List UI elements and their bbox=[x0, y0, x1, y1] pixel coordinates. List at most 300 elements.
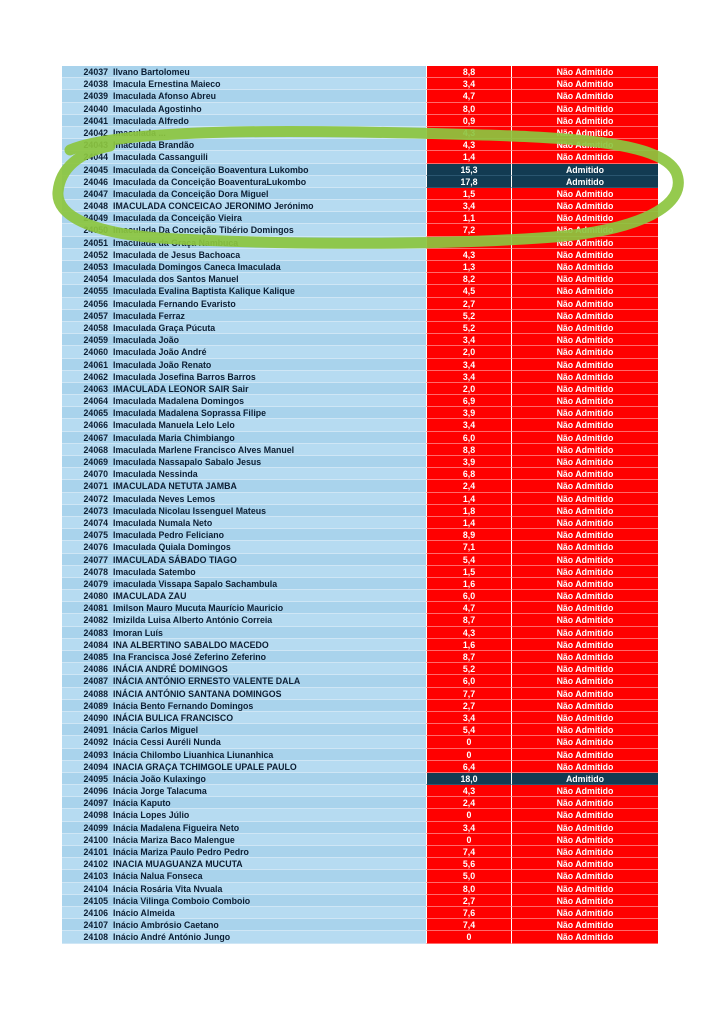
score-cell: 6,8 bbox=[426, 468, 511, 480]
status-cell: Não Admitido bbox=[511, 200, 658, 212]
candidate-id: 24046 bbox=[83, 176, 108, 187]
table-row bbox=[62, 200, 658, 212]
table-row bbox=[62, 493, 658, 505]
table-row bbox=[62, 334, 658, 346]
score-cell: 2,7 bbox=[426, 298, 511, 310]
table-row bbox=[62, 822, 658, 834]
status-cell: Não Admitido bbox=[511, 663, 658, 675]
table-row bbox=[62, 712, 658, 724]
status-cell: Não Admitido bbox=[511, 627, 658, 639]
table-row bbox=[62, 310, 658, 322]
candidate-name: Imaculada ... bbox=[113, 127, 166, 138]
candidate-id: 24099 bbox=[83, 822, 108, 833]
candidate-name: Imaculada Ferraz bbox=[113, 310, 185, 321]
candidate-id: 24041 bbox=[83, 115, 108, 126]
candidate-name: Inácia Madalena Figueira Neto bbox=[113, 822, 240, 833]
table-row bbox=[62, 541, 658, 553]
candidate-id: 24047 bbox=[83, 188, 108, 199]
score-cell: 8,2 bbox=[426, 273, 511, 285]
score-cell: 5,4 bbox=[426, 724, 511, 736]
candidate-id: 24087 bbox=[83, 676, 108, 687]
candidate-id: 24061 bbox=[83, 359, 108, 370]
candidate-cell bbox=[62, 761, 426, 773]
candidate-cell bbox=[62, 749, 426, 761]
score-cell bbox=[426, 237, 511, 249]
table-row bbox=[62, 407, 658, 419]
candidate-cell bbox=[62, 602, 426, 614]
score-cell: 3,4 bbox=[426, 200, 511, 212]
candidate-name: Imaculada da Conceição Dora Miguel bbox=[113, 188, 269, 199]
candidate-id: 24077 bbox=[83, 554, 108, 565]
candidate-cell bbox=[62, 858, 426, 870]
status-cell: Não Admitido bbox=[511, 359, 658, 371]
score-cell: 0 bbox=[426, 931, 511, 943]
table-row bbox=[62, 919, 658, 931]
status-cell: Não Admitido bbox=[511, 334, 658, 346]
candidate-cell bbox=[62, 883, 426, 895]
status-cell: Admitido bbox=[511, 164, 658, 176]
candidate-cell bbox=[62, 712, 426, 724]
score-cell: 7,7 bbox=[426, 688, 511, 700]
status-cell: Não Admitido bbox=[511, 322, 658, 334]
candidate-cell bbox=[62, 383, 426, 395]
table-row bbox=[62, 90, 658, 102]
score-cell: 8,9 bbox=[426, 529, 511, 541]
score-cell: 3,9 bbox=[426, 456, 511, 468]
candidate-id: 24048 bbox=[83, 201, 108, 212]
candidate-name: Imoran Luís bbox=[113, 627, 163, 638]
table-row bbox=[62, 907, 658, 919]
status-cell: Não Admitido bbox=[511, 712, 658, 724]
table-row bbox=[62, 627, 658, 639]
candidate-name: INACIA GRAÇA TCHIMGOLE UPALE PAULO bbox=[113, 761, 297, 772]
candidate-name: Inácio Ambrósio Caetano bbox=[113, 920, 219, 931]
table-row bbox=[62, 578, 658, 590]
candidate-name: Imizilda Luisa Alberto António Correia bbox=[113, 615, 273, 626]
candidate-name: Inácia Bento Fernando Domingos bbox=[113, 700, 254, 711]
candidate-id: 24068 bbox=[83, 444, 108, 455]
candidate-id: 24060 bbox=[83, 347, 108, 358]
candidate-id: 24102 bbox=[83, 859, 108, 870]
table-row bbox=[62, 736, 658, 748]
candidate-cell bbox=[62, 334, 426, 346]
score-cell: 4,3 bbox=[426, 627, 511, 639]
status-cell: Não Admitido bbox=[511, 90, 658, 102]
candidate-id: 24057 bbox=[83, 310, 108, 321]
score-cell: 1,5 bbox=[426, 188, 511, 200]
candidate-id: 24064 bbox=[83, 396, 108, 407]
score-cell: 1,6 bbox=[426, 578, 511, 590]
candidate-id: 24106 bbox=[83, 907, 108, 918]
status-cell: Não Admitido bbox=[511, 688, 658, 700]
score-cell: 1,4 bbox=[426, 151, 511, 163]
candidate-cell bbox=[62, 529, 426, 541]
status-cell: Não Admitido bbox=[511, 846, 658, 858]
status-cell: Não Admitido bbox=[511, 761, 658, 773]
table-row bbox=[62, 468, 658, 480]
candidate-id: 24105 bbox=[83, 895, 108, 906]
score-cell: 3,4 bbox=[426, 334, 511, 346]
score-cell: 4,3 bbox=[426, 139, 511, 151]
candidate-id: 24108 bbox=[83, 932, 108, 943]
table-row bbox=[62, 809, 658, 821]
candidate-name: Imaculada dos Santos Manuel bbox=[113, 274, 239, 285]
score-cell: 18,0 bbox=[426, 773, 511, 785]
candidate-cell bbox=[62, 261, 426, 273]
candidate-name: Imacula Ernestina Maieco bbox=[113, 79, 221, 90]
table-row bbox=[62, 298, 658, 310]
candidate-cell bbox=[62, 249, 426, 261]
candidate-name: Imaculada da Graça Nambuca bbox=[113, 237, 239, 248]
table-row bbox=[62, 176, 658, 188]
status-cell: Não Admitido bbox=[511, 919, 658, 931]
candidate-name: Inácia Mariza Baco Malengue bbox=[113, 834, 235, 845]
status-cell: Não Admitido bbox=[511, 822, 658, 834]
candidate-cell bbox=[62, 310, 426, 322]
candidate-name: IMACULADA SÁBADO TIAGO bbox=[113, 554, 237, 565]
candidate-name: imaculada Vissapa Sapalo Sachambula bbox=[113, 578, 278, 589]
candidate-cell bbox=[62, 590, 426, 602]
score-cell: 7,6 bbox=[426, 907, 511, 919]
status-cell: Não Admitido bbox=[511, 139, 658, 151]
candidate-name: Imaculada Fernando Evaristo bbox=[113, 298, 236, 309]
candidate-name: Imaculada Nassapalo Sabalo Jesus bbox=[113, 457, 262, 467]
candidate-name: Imaculada Cassanguili bbox=[113, 152, 208, 163]
table-row bbox=[62, 151, 658, 163]
score-cell: 1,3 bbox=[426, 261, 511, 273]
candidate-cell bbox=[62, 797, 426, 809]
candidate-name: Imaculada Numala Neto bbox=[113, 517, 213, 528]
status-cell: Não Admitido bbox=[511, 517, 658, 529]
candidate-id: 24088 bbox=[83, 688, 108, 699]
candidate-name: Imaculada Alfredo bbox=[113, 115, 189, 126]
table-row bbox=[62, 273, 658, 285]
candidate-name: Imaculada João bbox=[113, 335, 180, 346]
candidate-name: Imaculada Quiala Domingos bbox=[113, 542, 231, 553]
table-row bbox=[62, 651, 658, 663]
candidate-cell bbox=[62, 493, 426, 505]
status-cell: Não Admitido bbox=[511, 554, 658, 566]
score-cell: 1,6 bbox=[426, 639, 511, 651]
candidate-name: Imaculada Graça Púcuta bbox=[113, 322, 216, 333]
candidate-name: Inácia Kaputo bbox=[113, 798, 171, 809]
score-cell: 3,4 bbox=[426, 822, 511, 834]
candidate-id: 24045 bbox=[83, 164, 108, 175]
table-row bbox=[62, 554, 658, 566]
candidate-cell bbox=[62, 395, 426, 407]
score-cell: 0 bbox=[426, 749, 511, 761]
candidate-cell bbox=[62, 66, 426, 78]
table-row bbox=[62, 285, 658, 297]
status-cell: Não Admitido bbox=[511, 310, 658, 322]
candidate-cell bbox=[62, 298, 426, 310]
status-cell: Não Admitido bbox=[511, 590, 658, 602]
candidate-name: Inácia João Kulaxingo bbox=[113, 773, 206, 784]
score-cell: 8,7 bbox=[426, 614, 511, 626]
candidate-id: 24062 bbox=[83, 371, 108, 382]
status-cell: Não Admitido bbox=[511, 395, 658, 407]
score-cell: 2,7 bbox=[426, 700, 511, 712]
table-row bbox=[62, 237, 658, 249]
candidate-name: Imaculada Josefina Barros Barros bbox=[113, 371, 256, 382]
table-row bbox=[62, 78, 658, 90]
score-cell: 5,0 bbox=[426, 870, 511, 882]
score-cell: 4,3 bbox=[426, 249, 511, 261]
candidate-id: 24089 bbox=[83, 700, 108, 711]
candidate-name: Imaculada de Jesus Bachoaca bbox=[113, 249, 241, 260]
score-cell: 7,2 bbox=[426, 224, 511, 236]
candidate-name: IMACULADA ZAU bbox=[113, 591, 187, 602]
table-row bbox=[62, 834, 658, 846]
candidate-name: Imaculada Afonso Abreu bbox=[113, 91, 216, 102]
candidate-cell bbox=[62, 127, 426, 139]
status-cell: Não Admitido bbox=[511, 78, 658, 90]
candidate-cell bbox=[62, 456, 426, 468]
score-cell: 6,4 bbox=[426, 761, 511, 773]
score-cell: 4,5 bbox=[426, 285, 511, 297]
table-row bbox=[62, 688, 658, 700]
candidate-name: Inácio André António Jungo bbox=[113, 932, 231, 943]
table-row bbox=[62, 322, 658, 334]
score-cell: 8,8 bbox=[426, 444, 511, 456]
status-cell: Não Admitido bbox=[511, 870, 658, 882]
candidate-cell bbox=[62, 90, 426, 102]
candidate-id: 24042 bbox=[83, 127, 108, 138]
candidate-id: 24063 bbox=[83, 383, 108, 394]
candidate-id: 24078 bbox=[83, 566, 108, 577]
candidate-cell bbox=[62, 627, 426, 639]
score-cell: 3,4 bbox=[426, 712, 511, 724]
score-cell: 3,4 bbox=[426, 371, 511, 383]
candidate-id: 24091 bbox=[83, 725, 108, 736]
candidate-name: IMACULADA CONCEICAO JERONIMO Jerónimo bbox=[113, 201, 314, 212]
candidate-id: 24066 bbox=[83, 420, 108, 431]
score-cell: 2,4 bbox=[426, 797, 511, 809]
candidate-id: 24071 bbox=[83, 481, 108, 492]
status-cell: Não Admitido bbox=[511, 151, 658, 163]
candidate-id: 24095 bbox=[83, 773, 108, 784]
candidate-id: 24076 bbox=[83, 542, 108, 553]
candidate-id: 24058 bbox=[83, 322, 108, 333]
status-cell: Não Admitido bbox=[511, 566, 658, 578]
status-cell: Não Admitido bbox=[511, 529, 658, 541]
status-cell: Não Admitido bbox=[511, 895, 658, 907]
candidate-id: 24081 bbox=[83, 603, 108, 614]
candidate-cell bbox=[62, 651, 426, 663]
candidate-cell bbox=[62, 870, 426, 882]
candidate-id: 24069 bbox=[83, 457, 108, 467]
candidate-name: Imaculada Madalena Soprassa Filipe bbox=[113, 408, 267, 419]
status-cell: Admitido bbox=[511, 176, 658, 188]
candidate-id: 24080 bbox=[83, 591, 108, 602]
score-cell: 1,4 bbox=[426, 517, 511, 529]
table-row bbox=[62, 261, 658, 273]
candidate-id: 24059 bbox=[83, 335, 108, 346]
status-cell: Não Admitido bbox=[511, 639, 658, 651]
candidate-id: 24049 bbox=[83, 213, 108, 224]
candidate-cell bbox=[62, 907, 426, 919]
score-cell: 3,9 bbox=[426, 407, 511, 419]
candidate-cell bbox=[62, 273, 426, 285]
score-cell: 8,7 bbox=[426, 651, 511, 663]
candidate-id: 24044 bbox=[83, 152, 108, 163]
status-cell: Não Admitido bbox=[511, 456, 658, 468]
candidate-cell bbox=[62, 419, 426, 431]
score-cell: 0 bbox=[426, 736, 511, 748]
candidate-name: Imaculada Evalina Baptista Kalique Kalique bbox=[113, 286, 295, 297]
candidate-cell bbox=[62, 773, 426, 785]
table-row bbox=[62, 797, 658, 809]
candidate-cell bbox=[62, 103, 426, 115]
table-row bbox=[62, 66, 658, 78]
candidate-id: 24086 bbox=[83, 664, 108, 675]
candidate-id: 24050 bbox=[83, 225, 108, 236]
candidate-id: 24084 bbox=[83, 639, 108, 650]
candidate-name: Inácia Jorge Talacuma bbox=[113, 786, 207, 797]
candidate-cell bbox=[62, 285, 426, 297]
table-row bbox=[62, 383, 658, 395]
candidate-name: INA ALBERTINO SABALDO MACEDO bbox=[113, 639, 269, 650]
candidate-id: 24072 bbox=[83, 493, 108, 504]
candidate-cell bbox=[62, 724, 426, 736]
candidate-name: Imaculada Agostinho bbox=[113, 103, 202, 114]
candidate-cell bbox=[62, 151, 426, 163]
table-row bbox=[62, 371, 658, 383]
candidate-cell bbox=[62, 480, 426, 492]
score-cell: 0 bbox=[426, 809, 511, 821]
candidate-id: 24038 bbox=[83, 79, 108, 90]
status-cell: Não Admitido bbox=[511, 346, 658, 358]
candidate-cell bbox=[62, 237, 426, 249]
candidate-cell bbox=[62, 224, 426, 236]
candidate-cell bbox=[62, 688, 426, 700]
table-row bbox=[62, 359, 658, 371]
table-row bbox=[62, 444, 658, 456]
candidate-cell bbox=[62, 931, 426, 943]
candidate-id: 24094 bbox=[83, 761, 108, 772]
candidate-name: IMACULADA LEONOR SAIR Sair bbox=[113, 383, 249, 394]
candidate-id: 24107 bbox=[83, 920, 108, 931]
table-row bbox=[62, 224, 658, 236]
status-cell: Não Admitido bbox=[511, 858, 658, 870]
candidate-name: Inácia Nalua Fonseca bbox=[113, 871, 203, 882]
status-cell: Não Admitido bbox=[511, 602, 658, 614]
score-cell: 5,2 bbox=[426, 310, 511, 322]
status-cell: Não Admitido bbox=[511, 249, 658, 261]
status-cell: Não Admitido bbox=[511, 212, 658, 224]
table-row bbox=[62, 590, 658, 602]
score-cell: 15,3 bbox=[426, 164, 511, 176]
status-cell: Não Admitido bbox=[511, 237, 658, 249]
candidate-name: INÁCIA ANDRÉ DOMINGOS bbox=[113, 664, 228, 675]
status-cell: Não Admitido bbox=[511, 883, 658, 895]
status-cell: Não Admitido bbox=[511, 419, 658, 431]
candidate-cell bbox=[62, 164, 426, 176]
score-cell: 3,4 bbox=[426, 78, 511, 90]
candidate-cell bbox=[62, 639, 426, 651]
score-cell: 8,0 bbox=[426, 883, 511, 895]
candidate-id: 24098 bbox=[83, 810, 108, 821]
table-row bbox=[62, 127, 658, 139]
candidate-name: Inácia Carlos Miguel bbox=[113, 725, 199, 736]
score-cell: 5,2 bbox=[426, 663, 511, 675]
candidate-name: INACIA MUAGUANZA MUCUTA bbox=[113, 859, 243, 870]
status-cell: Não Admitido bbox=[511, 444, 658, 456]
candidate-cell bbox=[62, 700, 426, 712]
score-cell: 2,7 bbox=[426, 895, 511, 907]
score-cell: 7,4 bbox=[426, 846, 511, 858]
candidate-cell bbox=[62, 505, 426, 517]
candidate-id: 24039 bbox=[83, 91, 108, 102]
candidate-id: 24100 bbox=[83, 834, 108, 845]
candidate-cell bbox=[62, 176, 426, 188]
score-cell: 7,1 bbox=[426, 541, 511, 553]
candidate-cell bbox=[62, 736, 426, 748]
candidate-name: Imaculada Neves Lemos bbox=[113, 493, 216, 504]
candidate-cell bbox=[62, 846, 426, 858]
table-row bbox=[62, 773, 658, 785]
candidate-id: 24103 bbox=[83, 871, 108, 882]
score-cell: 2,0 bbox=[426, 383, 511, 395]
status-cell: Não Admitido bbox=[511, 785, 658, 797]
candidate-id: 24092 bbox=[83, 737, 108, 748]
status-cell: Não Admitido bbox=[511, 224, 658, 236]
candidate-id: 24037 bbox=[83, 67, 108, 77]
candidate-name: Imaculada Madalena Domingos bbox=[113, 396, 245, 407]
table-row bbox=[62, 602, 658, 614]
score-cell: 4,7 bbox=[426, 90, 511, 102]
table-row bbox=[62, 700, 658, 712]
status-cell: Não Admitido bbox=[511, 614, 658, 626]
table-row bbox=[62, 395, 658, 407]
candidate-name: Imaculada Maria Chimbiango bbox=[113, 432, 235, 443]
candidate-name: Imaculada Manuela Lelo Lelo bbox=[113, 420, 235, 431]
status-cell: Não Admitido bbox=[511, 493, 658, 505]
candidate-cell bbox=[62, 346, 426, 358]
candidate-id: 24083 bbox=[83, 627, 108, 638]
candidate-id: 24079 bbox=[83, 578, 108, 589]
candidate-cell bbox=[62, 785, 426, 797]
table-row bbox=[62, 432, 658, 444]
candidate-name: IMACULADA NETUTA JAMBA bbox=[113, 481, 237, 492]
table-row bbox=[62, 724, 658, 736]
score-cell: 8,8 bbox=[426, 66, 511, 78]
table-row bbox=[62, 785, 658, 797]
candidate-cell bbox=[62, 359, 426, 371]
table-row bbox=[62, 517, 658, 529]
table-row bbox=[62, 749, 658, 761]
candidate-id: 24074 bbox=[83, 517, 108, 528]
score-cell: 6,9 bbox=[426, 395, 511, 407]
table-row bbox=[62, 931, 658, 943]
status-cell: Não Admitido bbox=[511, 736, 658, 748]
score-cell: 8,0 bbox=[426, 103, 511, 115]
candidate-id: 24051 bbox=[83, 237, 108, 248]
table-row bbox=[62, 505, 658, 517]
table-row bbox=[62, 870, 658, 882]
status-cell: Não Admitido bbox=[511, 103, 658, 115]
table-row bbox=[62, 346, 658, 358]
score-cell: 0 bbox=[426, 834, 511, 846]
score-cell: 1,1 bbox=[426, 212, 511, 224]
status-cell: Não Admitido bbox=[511, 651, 658, 663]
candidate-name: Imaculada Da Conceição Tibério Domingos bbox=[113, 225, 294, 236]
candidate-name: INÁCIA ANTÓNIO ERNESTO VALENTE DALA bbox=[113, 676, 301, 687]
candidate-cell bbox=[62, 444, 426, 456]
table-row bbox=[62, 529, 658, 541]
candidate-cell bbox=[62, 188, 426, 200]
status-cell: Não Admitido bbox=[511, 383, 658, 395]
